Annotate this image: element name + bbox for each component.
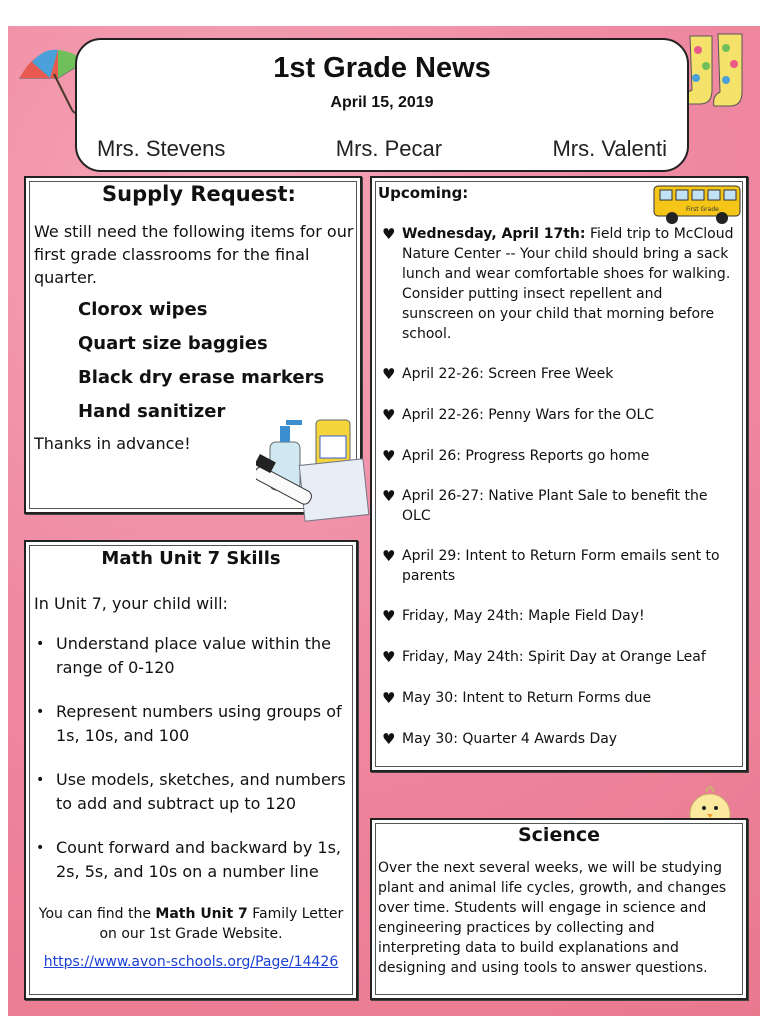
event-item	[378, 446, 736, 466]
event-text: May 30: Quarter 4 Awards Day	[402, 731, 618, 747]
event-text: April 26: Progress Reports go home	[402, 448, 650, 464]
event-list	[378, 224, 736, 749]
science-section	[370, 818, 748, 1000]
event-text: Friday, May 24th: Maple Field Day!	[402, 608, 645, 624]
section-title: Science	[517, 824, 601, 846]
supply-item: Quart size baggies	[78, 333, 268, 354]
event-item	[378, 606, 736, 626]
heart-icon: ♥	[382, 547, 396, 565]
event-item	[378, 364, 736, 384]
event-text: April 26-27: Native Plant Sale to benefit the OLC	[402, 488, 708, 524]
skill-item: • Count forward and backward by 1s, 2s, 5s, and 10s on a number line	[26, 836, 346, 884]
event-text: May 30: Intent to Return Forms due	[402, 690, 652, 706]
bus-sign: First Grade	[686, 206, 719, 213]
section-title: Math Unit 7 Skills	[101, 548, 281, 569]
supply-item: Clorox wipes	[78, 299, 208, 320]
event-text: April 22-26: Penny Wars for the OLC	[402, 407, 655, 423]
supply-request-section	[24, 176, 362, 514]
supply-intro: We still need the following items for our first grade classrooms for the final quarter.	[34, 222, 354, 287]
heart-icon: ♥	[382, 406, 396, 424]
thanks-note: Thanks in advance!	[34, 434, 191, 453]
event-text: Friday, May 24th: Spirit Day at Orange Leaf	[402, 649, 706, 665]
heart-icon: ♥	[382, 730, 396, 748]
event-text: April 22-26: Screen Free Week	[402, 366, 614, 382]
teacher-name: Mrs. Valenti	[552, 136, 667, 161]
supplies-illustration	[256, 412, 386, 532]
event-item	[378, 688, 736, 708]
rain-boots-icon	[680, 30, 752, 112]
family-letter-note	[32, 904, 350, 944]
skill-item: • Represent numbers using groups of 1s, 10s, and 100	[26, 700, 346, 748]
teacher-name: Mrs. Stevens	[97, 136, 226, 161]
heart-icon: ♥	[382, 689, 396, 707]
teacher-list	[97, 136, 667, 162]
event-date: Wednesday, April 17th:	[402, 226, 586, 242]
newsletter-header	[75, 38, 689, 172]
event-text: Field trip to McCloud Nature Center -- Your child should bring a sack lunch and wear comfortable shoes for walking. Consider putting insect repellent and sunscreen on your child that morning before school.	[402, 226, 734, 342]
section-title: Supply Request:	[102, 182, 296, 206]
event-item	[378, 546, 736, 586]
heart-icon: ♥	[382, 447, 396, 465]
event-item	[378, 486, 736, 526]
math-intro: In Unit 7, your child will:	[34, 594, 228, 613]
event-item	[378, 729, 736, 749]
issue-date: April 15, 2019	[330, 94, 434, 111]
heart-icon: ♥	[382, 487, 396, 505]
event-text: April 29: Intent to Return Form emails sent to parents	[402, 548, 720, 584]
heart-icon: ♥	[382, 607, 396, 625]
event-item	[378, 405, 736, 425]
skill-item: • Use models, sketches, and numbers to add and subtract up to 120	[26, 768, 346, 816]
event-item	[378, 647, 736, 667]
section-title: Upcoming:	[378, 184, 469, 202]
skills-list	[26, 632, 356, 904]
heart-icon: ♥	[382, 225, 396, 243]
heart-icon: ♥	[382, 648, 396, 666]
family-note-text: You can find the	[38, 906, 156, 922]
teacher-name: Mrs. Pecar	[335, 136, 443, 161]
heart-icon: ♥	[382, 365, 396, 383]
science-body: Over the next several weeks, we will be studying plant and animal life cycles, growth, and changes over time. Students will engage in science and engineering practices by collecting and interpreting data to build explanations and designing and using tools to answer questions.	[378, 860, 727, 976]
page-title: 1st Grade News	[273, 52, 491, 84]
supply-item: Black dry erase markers	[78, 367, 325, 388]
school-bus-icon	[650, 178, 750, 228]
skill-item: • Understand place value within the range of 0-120	[26, 632, 346, 680]
family-note-bold: Math Unit 7	[155, 906, 248, 922]
event-item	[378, 224, 736, 344]
family-note-text: Family Letter on our 1st Grade Website.	[99, 906, 344, 942]
website-link[interactable]: https://www.avon-schools.org/Page/14426	[43, 954, 339, 970]
math-skills-section	[24, 540, 358, 1000]
upcoming-section	[370, 176, 748, 772]
supply-item: Hand sanitizer	[78, 401, 226, 422]
